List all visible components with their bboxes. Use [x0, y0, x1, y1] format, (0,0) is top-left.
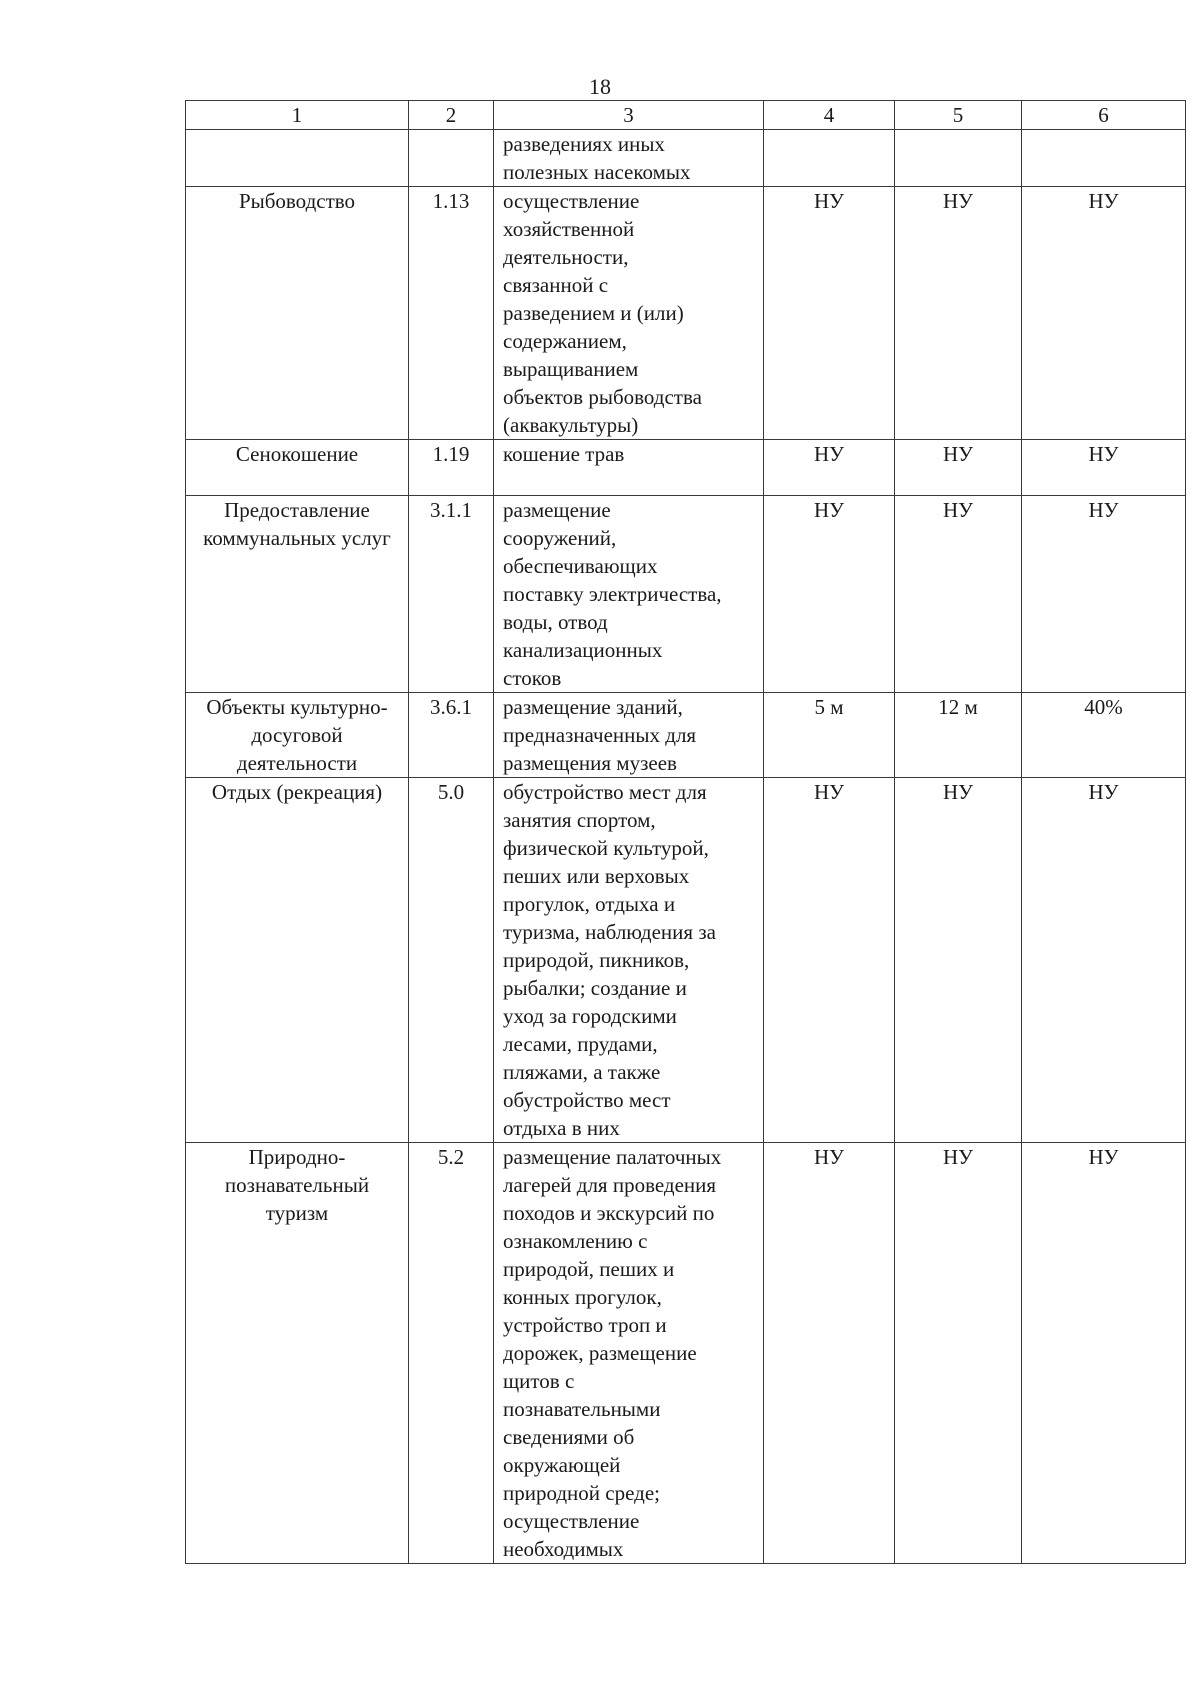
description-line: лесами, прудами,: [503, 1032, 658, 1056]
param-col4: [764, 130, 895, 187]
description-line: полезных насекомых: [503, 160, 691, 184]
param-col4: НУ: [764, 778, 895, 1143]
table-row: [186, 187, 1186, 440]
description-line: осуществление: [503, 189, 640, 213]
use-type-code: [409, 130, 494, 187]
description-line: природной среде;: [503, 1481, 660, 1505]
table-row: [186, 130, 1186, 187]
use-type-name: Отдых (рекреация): [186, 778, 409, 1143]
param-col4: 5 м: [764, 693, 895, 778]
description-line: познавательными: [503, 1397, 661, 1421]
description-line: уход за городскими: [503, 1004, 677, 1028]
description-line: сведениями об: [503, 1425, 635, 1449]
description-line: предназначенных для: [503, 723, 697, 747]
param-col5: 12 м: [895, 693, 1022, 778]
param-col6: НУ: [1022, 440, 1186, 496]
column-header: 3: [494, 101, 764, 130]
description-line: лагерей для проведения: [503, 1173, 717, 1197]
use-type-code: 1.13: [409, 187, 494, 440]
description-line: воды, отвод: [503, 610, 608, 634]
description-line: пляжами, а также: [503, 1060, 661, 1084]
description-line: хозяйственной: [503, 217, 635, 241]
description-line: устройство троп и: [503, 1313, 667, 1337]
column-header: 6: [1022, 101, 1186, 130]
description-line: физической культурой,: [503, 836, 709, 860]
description-line: ознакомлению с: [503, 1229, 648, 1253]
description-line: размещение палаточных: [503, 1145, 722, 1169]
use-type-name: Предоставление коммунальных услуг: [186, 496, 409, 693]
param-col6: [1022, 130, 1186, 187]
table-row: [186, 693, 1186, 778]
use-type-description: [494, 1143, 764, 1564]
use-type-name: [186, 130, 409, 187]
description-line: размещения музеев: [503, 751, 677, 775]
description-line: разведениях иных: [503, 132, 665, 156]
table-row: [186, 778, 1186, 1143]
use-type-description: [494, 778, 764, 1143]
use-type-code: 3.1.1: [409, 496, 494, 693]
column-header: 4: [764, 101, 895, 130]
description-line: стоков: [503, 666, 562, 690]
description-line: сооружений,: [503, 526, 617, 550]
description-line: природой, пикников,: [503, 948, 690, 972]
description-line: походов и экскурсий по: [503, 1201, 715, 1225]
description-line: обеспечивающих: [503, 554, 658, 578]
param-col4: НУ: [764, 440, 895, 496]
description-line: осуществление: [503, 1509, 640, 1533]
table-header-row: [186, 101, 1186, 130]
param-col4: НУ: [764, 496, 895, 693]
use-type-code: 1.19: [409, 440, 494, 496]
use-type-code: 5.0: [409, 778, 494, 1143]
param-col5: НУ: [895, 187, 1022, 440]
description-line: прогулок, отдыха и: [503, 892, 676, 916]
description-line: деятельности,: [503, 245, 629, 269]
column-header: 5: [895, 101, 1022, 130]
description-line: занятия спортом,: [503, 808, 656, 832]
use-type-description: [494, 496, 764, 693]
param-col5: [895, 130, 1022, 187]
description-line: туризма, наблюдения за: [503, 920, 716, 944]
use-type-description: [494, 440, 764, 496]
use-type-name: Объекты культурно-досуговой деятельности: [186, 693, 409, 778]
description-line: размещение: [503, 498, 611, 522]
description-line: природой, пеших и: [503, 1257, 675, 1281]
column-header: 2: [409, 101, 494, 130]
param-col4: НУ: [764, 1143, 895, 1564]
description-line: размещение зданий,: [503, 695, 683, 719]
table-row: [186, 440, 1186, 496]
description-line: отдыха в них: [503, 1116, 620, 1140]
zoning-table: [185, 100, 1186, 1564]
description-line: (аквакультуры): [503, 413, 639, 437]
description-line: пеших или верховых: [503, 864, 690, 888]
use-type-name: Рыбоводство: [186, 187, 409, 440]
page-number: 18: [589, 74, 611, 99]
description-line: связанной с: [503, 273, 609, 297]
param-col6: НУ: [1022, 778, 1186, 1143]
param-col4: НУ: [764, 187, 895, 440]
param-col6: НУ: [1022, 1143, 1186, 1564]
use-type-description: [494, 187, 764, 440]
table-row: [186, 496, 1186, 693]
param-col5: НУ: [895, 1143, 1022, 1564]
use-type-code: 5.2: [409, 1143, 494, 1564]
description-line: окружающей: [503, 1453, 621, 1477]
column-header: 1: [186, 101, 409, 130]
use-type-description: [494, 130, 764, 187]
use-type-name: Природно-познавательный туризм: [186, 1143, 409, 1564]
use-type-name: Сенокошение: [186, 440, 409, 496]
param-col5: НУ: [895, 440, 1022, 496]
description-line: поставку электричества,: [503, 582, 722, 606]
description-line: выращиванием: [503, 357, 639, 381]
param-col6: 40%: [1022, 693, 1186, 778]
param-col6: НУ: [1022, 496, 1186, 693]
param-col6: НУ: [1022, 187, 1186, 440]
use-type-description: [494, 693, 764, 778]
description-line: кошение трав: [503, 442, 625, 466]
description-line: дорожек, размещение: [503, 1341, 697, 1365]
use-type-code: 3.6.1: [409, 693, 494, 778]
description-line: обустройство мест: [503, 1088, 671, 1112]
description-line: разведением и (или): [503, 301, 684, 325]
param-col5: НУ: [895, 496, 1022, 693]
description-line: конных прогулок,: [503, 1285, 662, 1309]
description-line: содержанием,: [503, 329, 627, 353]
table-row: [186, 1143, 1186, 1564]
description-line: обустройство мест для: [503, 780, 707, 804]
description-line: щитов с: [503, 1369, 575, 1393]
description-line: канализационных: [503, 638, 663, 662]
description-line: необходимых: [503, 1537, 624, 1561]
description-line: объектов рыбоводства: [503, 385, 702, 409]
param-col5: НУ: [895, 778, 1022, 1143]
description-line: рыбалки; создание и: [503, 976, 687, 1000]
